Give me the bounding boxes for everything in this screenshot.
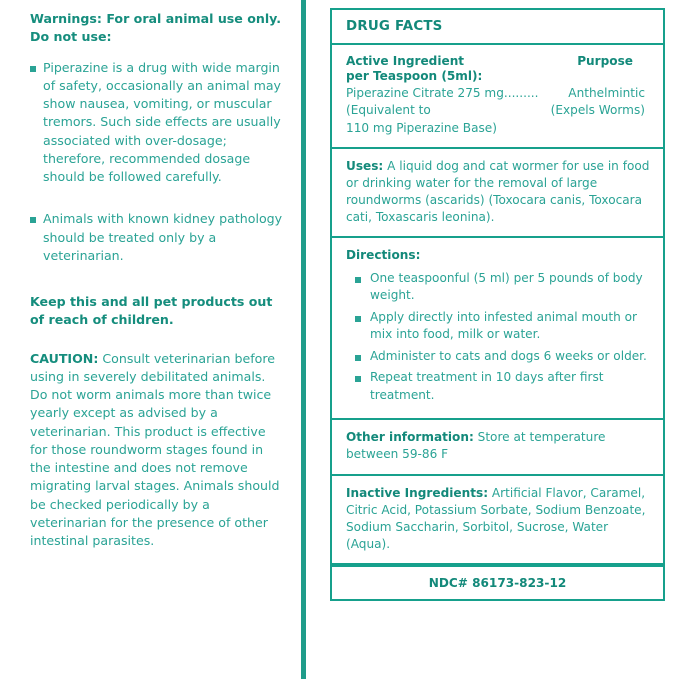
active-ingredient-row (346, 85, 651, 102)
active-ingredient-row (346, 120, 651, 137)
list-item (30, 210, 283, 265)
square-bullet-icon (355, 376, 361, 382)
square-bullet-icon (355, 355, 361, 361)
warning-bullet-text: Animals with known kidney pathology should be treated only by a veterinarian. (43, 211, 283, 263)
directions-section (332, 238, 663, 420)
inactive-ingredients-text: Artificial Flavor, Caramel, Citric Acid, Potassium Sorbate, Sodium Benzoate, Sodium Saccharin, Sorbitol, Sucrose, Water (Aqua). (346, 485, 646, 552)
caution-text: Consult veterinarian before using in severely debilitated animals. Do not worm animals more than twice yearly except as advised by a veterinarian. This product is effective for those roundworm stages found in the intestine and does not remove migrating larval stages. Animals should be checked periodically by a veterinarian for the presence of other intestinal parasites. (30, 350, 280, 548)
keep-out-of-reach-heading: Keep this and all pet products out of reach of children. (30, 294, 273, 328)
direction-text: Administer to cats and dogs 6 weeks or older. (370, 348, 647, 363)
ndc-number: NDC# 86173-823-12 (332, 565, 663, 599)
list-item (346, 309, 651, 344)
inactive-ingredients-section (332, 476, 663, 566)
square-bullet-icon (355, 316, 361, 322)
warnings-panel (0, 0, 306, 679)
ingredient-purpose: (Expels Worms) (550, 103, 645, 118)
do-not-use-heading: Do not use: (30, 29, 112, 45)
directions-label: Directions: (346, 248, 421, 263)
inactive-ingredients-label: Inactive Ingredients: (346, 485, 489, 500)
other-information-label: Other information: (346, 430, 474, 445)
list-item (346, 270, 651, 305)
list-item (30, 59, 283, 187)
uses-text: A liquid dog and cat wormer for use in food or drinking water for the removal of large roundworms (ascarids) (Toxocara canis, Toxocara cati, Toxascaris leonina). (346, 158, 650, 225)
direction-text: Apply directly into infested animal mouth or mix into food, milk or water. (370, 309, 637, 342)
other-information-text: Store at temperature between 59-86 F (346, 430, 606, 462)
caution-paragraph (30, 350, 283, 551)
direction-text: Repeat treatment in 10 days after first treatment. (370, 370, 604, 402)
ingredient-name: Piperazine Citrate 275 mg......... (346, 86, 539, 101)
purpose-label: Purpose (577, 54, 633, 68)
warning-bullet-text: Piperazine is a drug with wide margin of safety, occasionally an animal may show nausea, vomiting, or muscular tremors. Such side effects are usually associated with over-dosage; therefore, recommended dosage should be followed carefully. (43, 59, 282, 184)
drug-facts-title: DRUG FACTS (332, 10, 663, 45)
square-bullet-icon (355, 277, 361, 283)
caution-label: CAUTION: (30, 350, 99, 366)
warnings-heading: Warnings: For oral animal use only. (30, 11, 281, 26)
other-information-section (332, 420, 663, 475)
square-bullet-icon (30, 66, 36, 72)
active-ingredient-sublabel: per Teaspoon (5ml): (346, 69, 483, 83)
uses-label: Uses: (346, 158, 384, 173)
active-ingredient-section (332, 45, 663, 149)
ingredient-name: (Equivalent to (346, 103, 431, 118)
list-item (346, 369, 651, 404)
ingredient-name: 110 mg Piperazine Base) (346, 120, 497, 135)
direction-text: One teaspoonful (5 ml) per 5 pounds of body weight. (370, 270, 643, 303)
ingredient-purpose: Anthelmintic (568, 86, 645, 101)
list-item (346, 348, 651, 366)
uses-section (332, 149, 663, 239)
active-ingredient-label: Active Ingredient (346, 54, 465, 68)
active-ingredient-row (346, 102, 651, 119)
square-bullet-icon (30, 217, 36, 223)
drug-facts-panel (330, 8, 665, 601)
